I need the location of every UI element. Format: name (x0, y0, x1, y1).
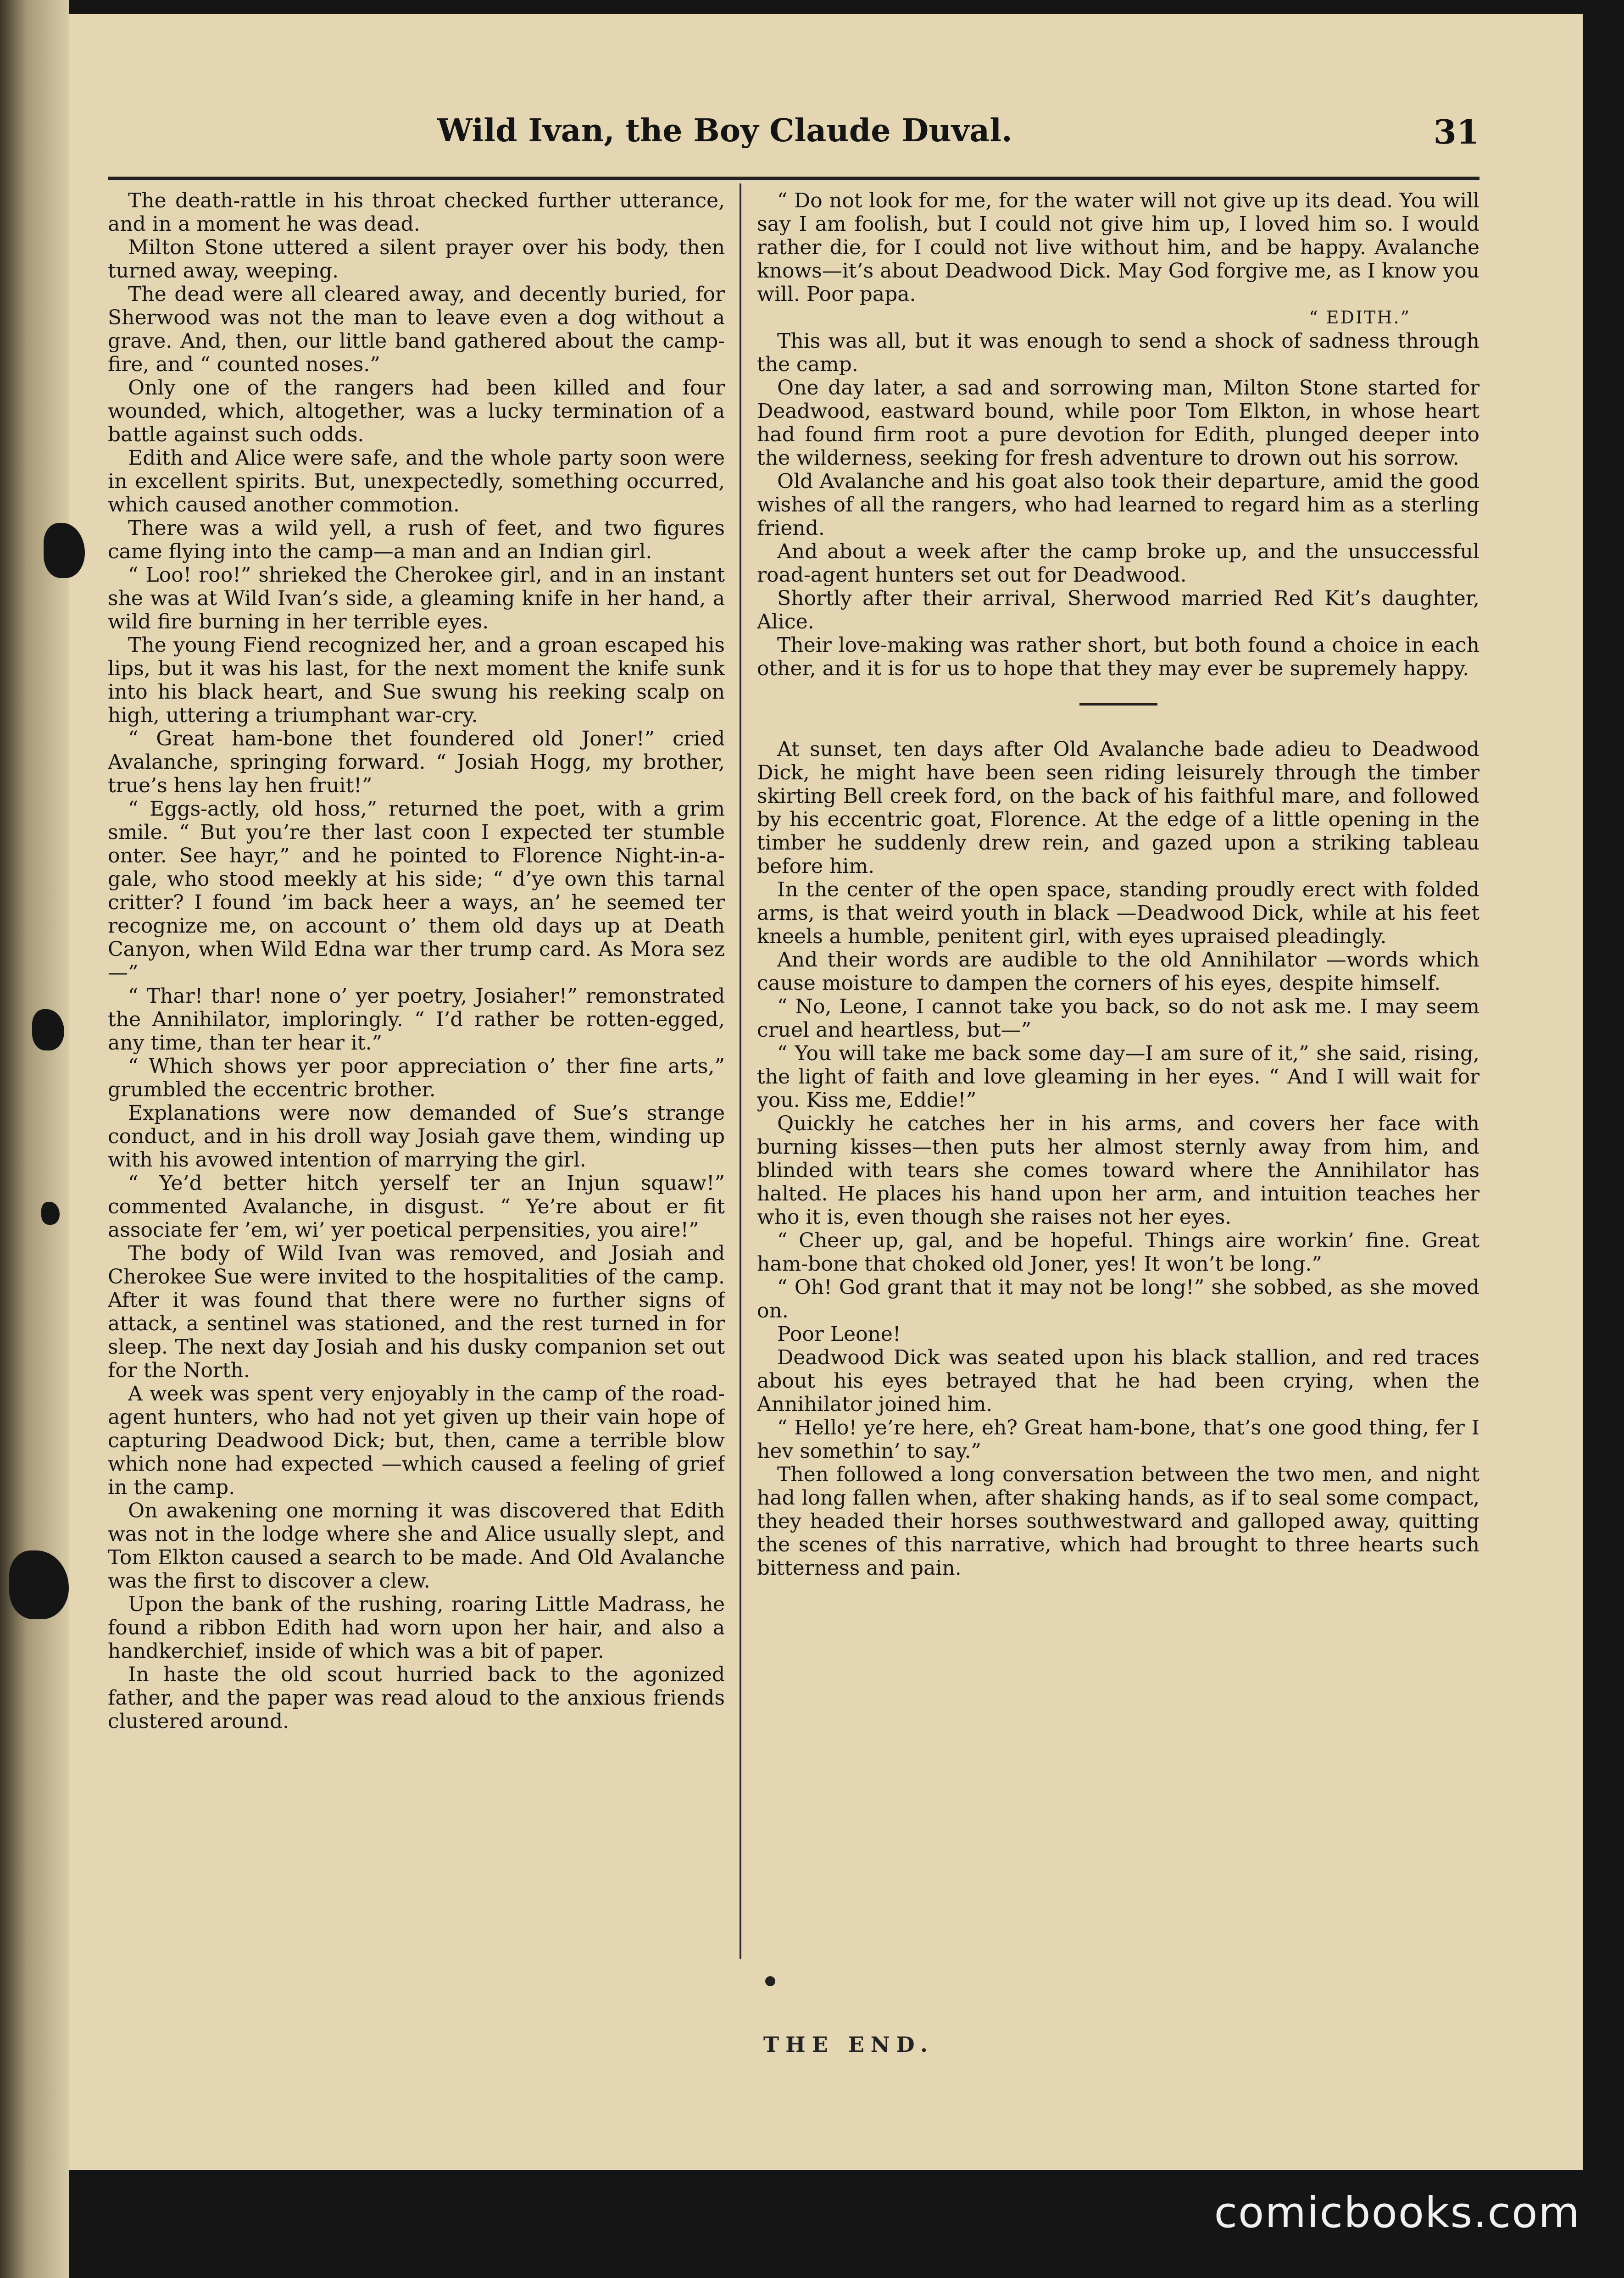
ornament-dot (765, 1976, 775, 1986)
page-header (108, 112, 1479, 163)
header-rule (108, 177, 1479, 180)
paragraph: Upon the bank of the rushing, roaring Little Madrass, he found a ribbon Edith had worn upon her hair, and also a handkerchief, inside of which was a bit of paper. (108, 1593, 725, 1663)
letter-signature: “ EDITH.” (1309, 307, 1411, 328)
paragraph: Their love-making was rather short, but both found a choice in each other, and it is for us to hope that they may ever be supremely happy. (757, 633, 1479, 680)
paragraph: The body of Wild Ivan was removed, and Josiah and Cherokee Sue were invited to the hospitalities of the camp. After it was found that there were no further signs of attack, a sentinel was stationed, and the rest turned in for sleep. The next day Josiah and his dusky companion set out for the North. (108, 1242, 725, 1382)
column-divider (740, 183, 741, 1959)
paragraph: Then followed a long conversation between the two men, and night had long fallen when, after shaking hands, as if to seal some compact, they headed their horses southwestward and galloped away, quitting the scenes of this narrative, which had brought to three hearts such bitterness and pain. (757, 1463, 1479, 1580)
paragraph: Old Avalanche and his goat also took their departure, amid the good wishes of all the rangers, who had learned to regard him as a sterling friend. (757, 470, 1479, 540)
right-column (757, 189, 1479, 1960)
paragraph: In haste the old scout hurried back to the agonized father, and the paper was read aloud to the anxious friends clustered around. (108, 1663, 725, 1733)
paragraph: On awakening one morning it was discovered that Edith was not in the lodge where she and Alice usually slept, and Tom Elkton caused a search to be made. And Old Avalanche was the first to discover a clew. (108, 1499, 725, 1593)
paragraph: This was all, but it was enough to send a shock of sadness through the camp. (757, 329, 1479, 376)
paragraph: Milton Stone uttered a silent prayer over his body, then turned away, weeping. (108, 236, 725, 283)
paragraph: Shortly after their arrival, Sherwood married Red Kit’s daughter, Alice. (757, 587, 1479, 633)
section-divider (1079, 703, 1157, 706)
paragraph: “ Thar! thar! none o’ yer poetry, Josiaher!” remonstrated the Annihilator, imploringly. “ I’d rather be rotten-egged, any time, than ter hear it.” (108, 984, 725, 1055)
paragraph: “ You will take me back some day—I am sure of it,” she said, rising, the light of faith and love gleaming in her eyes. “ And I will wait for you. Kiss me, Eddie!” (757, 1042, 1479, 1112)
paragraph: There was a wild yell, a rush of feet, and two figures came flying into the camp—a man and an Indian girl. (108, 517, 725, 563)
paragraph: At sunset, ten days after Old Avalanche bade adieu to Deadwood Dick, he might have been seen riding leisurely through the timber skirting Bell creek ford, on the back of his faithful mare, and followed by his eccentric goat, Florence. At the edge of a little opening in the timber he suddenly drew rein, and gazed upon a striking tableau before him. (757, 738, 1479, 878)
paragraph: “ Eggs-actly, old hoss,” returned the poet, with a grim smile. “ But you’re ther last coon I expected ter stumble onter. See hayr,” and he pointed to Florence Night-in-a-gale, who stood meekly at his side; “ d’ye own this tarnal critter? I found ’im back heer a ways, an’ he seemed ter recognize me, on account o’ them old days up at Death Canyon, when Wild Edna war ther trump card. As Mora sez—” (108, 797, 725, 984)
page-tear (41, 1202, 60, 1225)
paragraph: “ Hello! ye’re here, eh? Great ham-bone, that’s one good thing, fer I hev somethin’ to say.” (757, 1416, 1479, 1463)
paragraph: And about a week after the camp broke up, and the unsuccessful road-agent hunters set out for Deadwood. (757, 540, 1479, 587)
paragraph: Deadwood Dick was seated upon his black stallion, and red traces about his eyes betrayed that he had been crying, when the Annihilator joined him. (757, 1346, 1479, 1416)
paragraph: Quickly he catches her in his arms, and covers her face with burning kisses—then puts her almost sternly away from him, and blinded with tears she comes toward where the Annihilator has halted. He places his hand upon her arm, and intuition teaches her who it is, even though she raises not her eyes. (757, 1112, 1479, 1229)
the-end-label: THE END. (763, 2032, 934, 2057)
paragraph: Explanations were now demanded of Sue’s strange conduct, and in his droll way Josiah gave them, winding up with his avowed intention of marrying the girl. (108, 1101, 725, 1172)
paragraph: One day later, a sad and sorrowing man, Milton Stone started for Deadwood, eastward bound, while poor Tom Elkton, in whose heart had found firm root a pure devotion for Edith, plunged deeper into the wilderness, seeking for fresh adventure to drown out his sorrow. (757, 376, 1479, 470)
paragraph: Poor Leone! (777, 1322, 901, 1346)
site-watermark: comicbooks.com (1214, 2188, 1580, 2237)
paragraph: “ Loo! roo!” shrieked the Cherokee girl, and in an instant she was at Wild Ivan’s side, a gleaming knife in her hand, a wild fire burning in her terrible eyes. (108, 563, 725, 633)
paragraph: And their words are audible to the old Annihilator —words which cause moisture to dampen the corners of his eyes, despite himself. (757, 948, 1479, 995)
paragraph: “ Great ham-bone thet foundered old Joner!” cried Avalanche, springing forward. “ Josiah Hogg, my brother, true’s hens lay hen fruit!” (108, 727, 725, 797)
paragraph: “ Cheer up, gal, and be hopeful. Things aire workin’ fine. Great ham-bone that choked old Joner, yes! It won’t be long.” (757, 1229, 1479, 1276)
left-column (108, 189, 725, 1960)
paragraph: “ Ye’d better hitch yerself ter an Injun squaw!” commented Avalanche, in disgust. “ Ye’re about er fit associate fer ’em, wi’ yer poetical perpensities, you aire!” (108, 1172, 725, 1242)
paragraph: The dead were all cleared away, and decently buried, for Sherwood was not the man to leave even a dog without a grave. And, then, our little band gathered about the camp-fire, and “ counted noses.” (108, 283, 725, 376)
paragraph: Edith and Alice were safe, and the whole party soon were in excellent spirits. But, unexpectedly, something occurred, which caused another commotion. (108, 446, 725, 517)
running-title: Wild Ivan, the Boy Claude Duval. (437, 112, 1012, 149)
letter-paragraph: “ Do not look for me, for the water will not give up its dead. You will say I am foolish, but I could not give him up, I loved him so. I would rather die, for I could not live without him, and be happy. Avalanche knows—it’s about Deadwood Dick. May God forgive me, as I know you will. Poor papa. (757, 189, 1479, 306)
paragraph: A week was spent very enjoyably in the camp of the road-agent hunters, who had not yet given up their vain hope of capturing Deadwood Dick; but, then, came a terrible blow which none had expected —which caused a feeling of grief in the camp. (108, 1382, 725, 1499)
paragraph: “ Oh! God grant that it may not be long!” she sobbed, as she moved on. (757, 1276, 1479, 1322)
paragraph: In the center of the open space, standing proudly erect with folded arms, is that weird youth in black —Deadwood Dick, while at his feet kneels a humble, penitent girl, with eyes upraised pleadingly. (757, 878, 1479, 948)
paragraph: The death-rattle in his throat checked further utterance, and in a moment he was dead. (108, 189, 725, 236)
book-spine (0, 0, 69, 2278)
paragraph: The young Fiend recognized her, and a groan escaped his lips, but it was his last, for the next moment the knife sunk into his black heart, and Sue swung his reeking scalp on high, uttering a triumphant war-cry. (108, 633, 725, 727)
paragraph: “ Which shows yer poor appreciation o’ ther fine arts,” grumbled the eccentric brother. (108, 1055, 725, 1101)
paragraph: “ No, Leone, I cannot take you back, so do not ask me. I may seem cruel and heartless, but—” (757, 995, 1479, 1042)
page-number: 31 (1433, 112, 1479, 151)
paragraph: Only one of the rangers had been killed and four wounded, which, altogether, was a lucky termination of a battle against such odds. (108, 376, 725, 446)
